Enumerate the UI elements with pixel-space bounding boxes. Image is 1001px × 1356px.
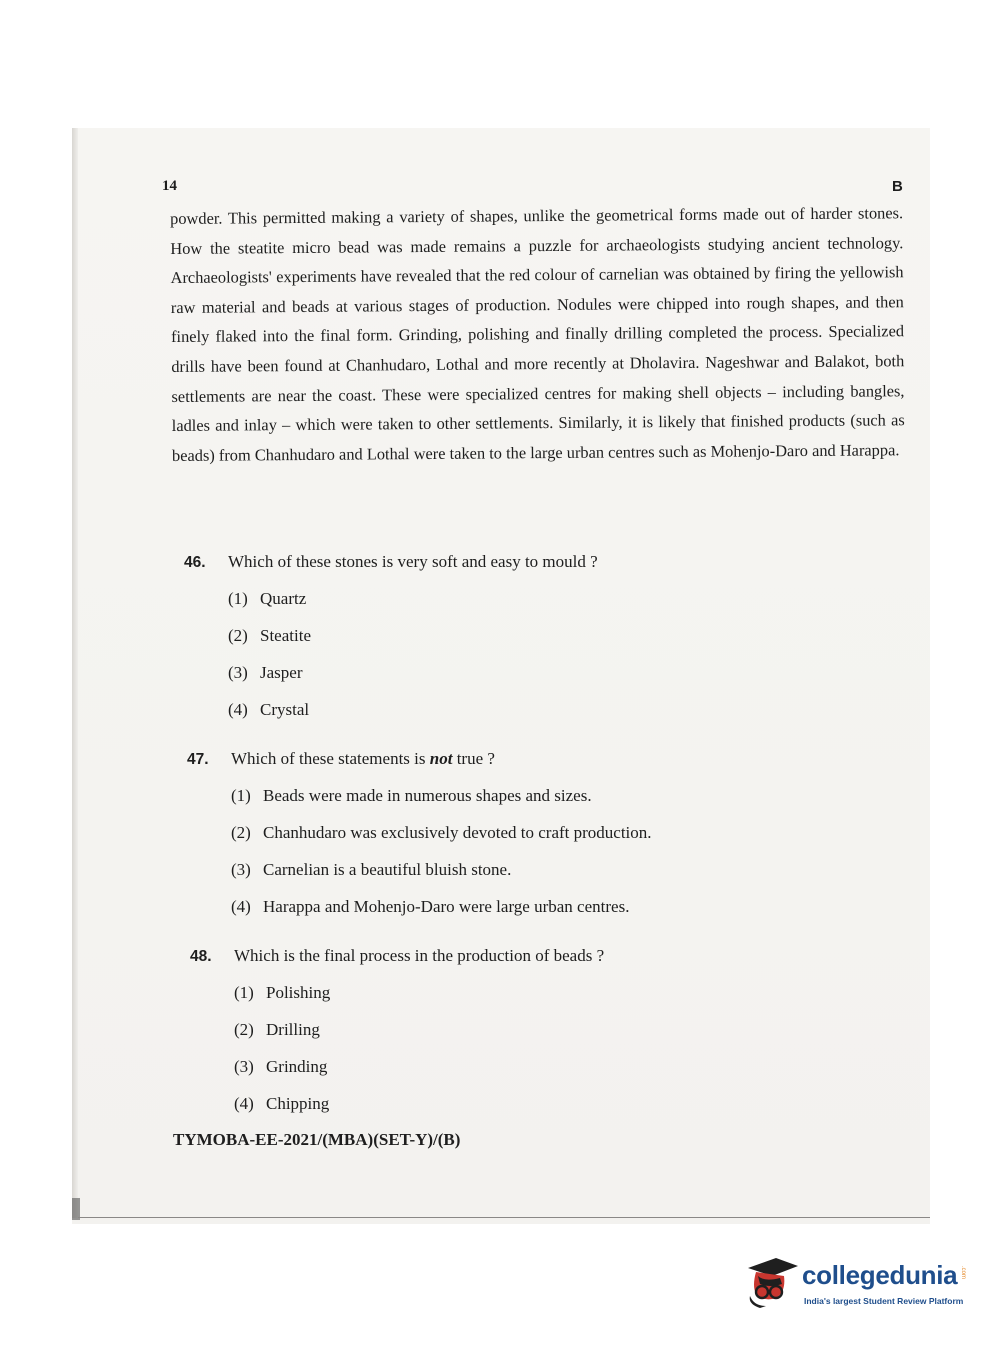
option (234, 1020, 604, 1040)
option (228, 663, 598, 683)
question-text: Which of these stones is very soft and easy to mould ? (228, 552, 598, 571)
emphasis-not: not (429, 749, 453, 768)
option (234, 1094, 604, 1114)
option-number: (2) (228, 626, 248, 645)
option-number: (2) (231, 823, 251, 842)
question-text-end: true ? (456, 749, 495, 768)
option-text: Crystal (260, 700, 310, 719)
option-text: Polishing (266, 983, 331, 1002)
option-number: (3) (228, 663, 248, 682)
option-text: Chanhudaro was exclusively devoted to craft production. (263, 823, 652, 842)
graduate-mascot-icon (742, 1252, 800, 1310)
question-number: 47. (187, 751, 209, 768)
page-number: 14 (162, 178, 177, 194)
option-text: Steatite (260, 626, 311, 645)
option-text: Quartz (260, 589, 307, 608)
option-text: Chipping (266, 1094, 330, 1113)
reading-passage: powder. This permitted making a variety of shapes, unlike the geometrical forms made out of harder stones. How the steatite micro bead was made remains a puzzle for archaeologists studying ancient technology. Archaeologists' experiments have revealed that the red colour of carnelian was obtained by firing the yellowish raw material and beads at various stages of production. Nodules were chipped into rough shapes, and then finely flaked into the final form. Grinding, polishing and finally drilling completed the process. Specialized drills have been found at Chanhudaro, Lothal and more recently at Dholavira. Nageshwar and Balakot, both settlements are near the coast. These were specialized centres for making shell objects – including bangles, ladles and inlay – which were taken to other settlements. Similarly, it is likely that finished products (such as beads) from Chanhudaro and Lothal were taken to the large urban centres such as Mohenjo-Daro and Harappa. (170, 203, 905, 465)
option-text: Carnelian is a beautiful bluish stone. (263, 860, 512, 879)
question-47 (187, 749, 652, 917)
option-text: Jasper (260, 663, 303, 682)
option-number: (4) (234, 1094, 254, 1113)
option (231, 897, 652, 917)
collegedunia-watermark (742, 1252, 972, 1314)
option-number: (3) (231, 860, 251, 879)
option (234, 1057, 604, 1077)
question-46 (184, 552, 598, 720)
brand-domain: .com (960, 1266, 966, 1280)
brand-name: collegedunia (802, 1260, 958, 1290)
option (228, 700, 598, 720)
option (231, 860, 652, 880)
question-text: Which is the final process in the production of beads ? (234, 946, 605, 965)
option-text: Drilling (266, 1020, 320, 1039)
page-left-edge (72, 128, 78, 1218)
brand-tagline: India's largest Student Review Platform (804, 1296, 964, 1306)
option (234, 983, 604, 1003)
question-48 (190, 946, 604, 1114)
option (228, 626, 598, 646)
option (231, 823, 652, 843)
question-number: 48. (190, 948, 212, 965)
question-number: 46. (184, 554, 206, 571)
question-text (231, 749, 495, 769)
option (231, 786, 652, 806)
option-number: (4) (231, 897, 251, 916)
option-text: Grinding (266, 1057, 328, 1076)
option-number: (3) (234, 1057, 254, 1076)
bottom-rule (78, 1217, 930, 1218)
option-number: (1) (228, 589, 248, 608)
option-number: (1) (234, 983, 254, 1002)
option-number: (2) (234, 1020, 254, 1039)
option (228, 589, 598, 609)
paper-code: TYMOBA-EE-2021/(MBA)(SET-Y)/(B) (173, 1130, 461, 1149)
option-text: Harappa and Mohenjo-Daro were large urban centres. (263, 897, 630, 916)
set-code: B (892, 178, 903, 195)
option-number: (4) (228, 700, 248, 719)
option-number: (1) (231, 786, 251, 805)
question-text-start: Which of these statements is (231, 749, 426, 768)
option-text: Beads were made in numerous shapes and sizes. (263, 786, 592, 805)
